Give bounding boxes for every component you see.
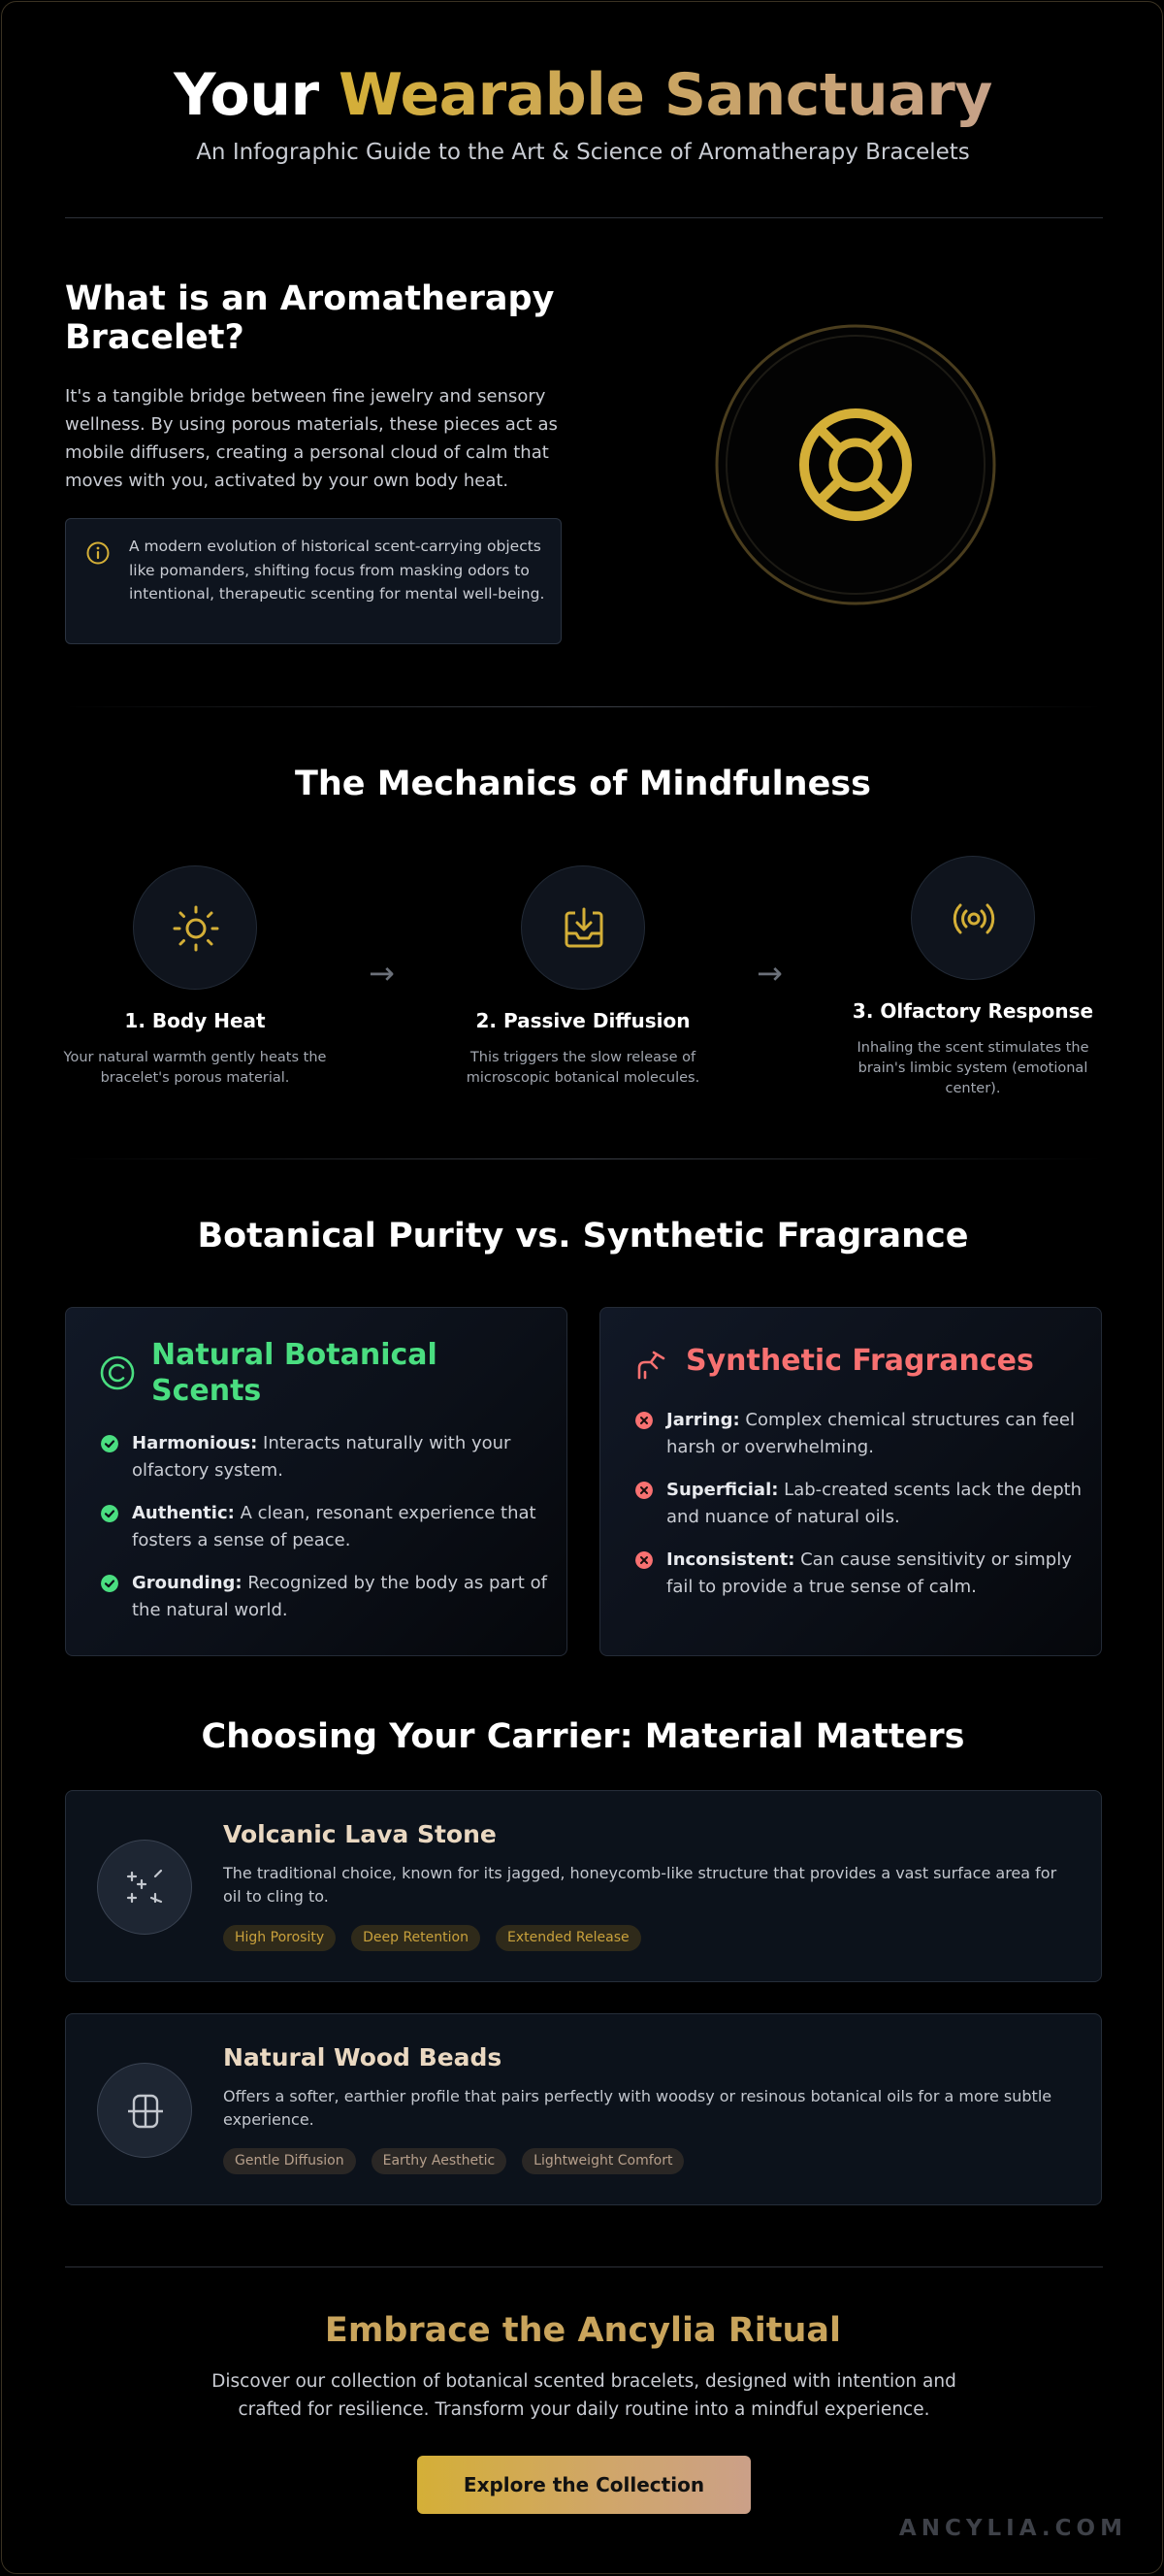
step-desc: This triggers the slow release of microscopic botanical molecules.	[466, 1050, 700, 1086]
material-tags	[223, 2148, 684, 2174]
tag: Deep Retention	[351, 1925, 480, 1951]
page-title	[2, 58, 1163, 132]
explore-collection-button[interactable]: Explore the Collection	[417, 2456, 751, 2514]
mechanics-title: The Mechanics of Mindfulness	[295, 765, 871, 803]
tag: High Porosity	[223, 1925, 336, 1951]
x-circle-icon	[635, 1482, 653, 1499]
material-icon-circle	[97, 2063, 192, 2158]
note-text: A modern evolution of historical scent-carrying objects like pomanders, shifting focus from masking odors to intentional, therapeutic scenting for mental well-being.	[129, 538, 545, 603]
step-title: 3. Olfactory Response	[852, 999, 1094, 1023]
step-olfactory-response	[827, 856, 1118, 1099]
tag: Lightweight Comfort	[522, 2148, 684, 2174]
synthetic-item: Jarring: Complex chemical structures can feel harsh or overwhelming.	[666, 1407, 1098, 1461]
check-icon	[101, 1435, 118, 1452]
synthetic-heading: Synthetic Fragrances	[686, 1344, 1034, 1378]
intro-title: What is an Aromatherapy Bracelet?	[65, 279, 555, 357]
tag: Earthy Aesthetic	[372, 2148, 507, 2174]
site-watermark: ANCYLIA.COM	[898, 2516, 1127, 2541]
step-icon-circle	[133, 865, 257, 990]
material-title: Volcanic Lava Stone	[223, 1820, 497, 1848]
x-circle-icon	[635, 1551, 653, 1569]
natural-item: Authentic: A clean, resonant experience that fosters a sense of peace.	[132, 1500, 564, 1554]
lifebuoy-icon	[714, 323, 997, 606]
check-icon	[101, 1505, 118, 1522]
natural-scents-card	[65, 1307, 567, 1656]
check-icon	[101, 1575, 118, 1592]
synthetic-fragrances-card	[599, 1307, 1102, 1656]
material-icon-circle	[97, 1840, 192, 1935]
step-body-heat	[49, 865, 340, 1089]
material-desc: Offers a softer, earthier profile that pairs perfectly with woodsy or resinous botanical oils for a more subtle experience.	[223, 2087, 1052, 2129]
flask-icon	[633, 1345, 672, 1384]
step-title: 2. Passive Diffusion	[475, 1009, 691, 1032]
natural-heading: Natural Botanical Scents	[151, 1338, 437, 1408]
comparison-title: Botanical Purity vs. Synthetic Fragrance	[197, 1217, 969, 1255]
x-circle-icon	[635, 1412, 653, 1429]
copyright-circle-icon	[99, 1354, 136, 1391]
material-title: Natural Wood Beads	[223, 2043, 502, 2071]
sparkles-icon	[126, 1869, 165, 1908]
material-tags	[223, 1925, 641, 1951]
synthetic-item: Inconsistent: Can cause sensitivity or simply fail to provide a true sense of calm.	[666, 1547, 1098, 1601]
infographic-page	[1, 1, 1163, 2574]
page-subtitle: An Infographic Guide to the Art & Science of Aromatherapy Bracelets	[196, 140, 970, 165]
divider	[65, 706, 1103, 707]
step-title: 1. Body Heat	[124, 1009, 266, 1032]
cta-title: Embrace the Ancylia Ritual	[324, 2311, 842, 2350]
material-card-lava	[65, 1790, 1102, 1982]
materials-title: Choosing Your Carrier: Material Matters	[201, 1717, 965, 1756]
material-card-wood	[65, 2013, 1102, 2205]
sun-icon	[171, 903, 221, 954]
natural-item: Harmonious: Interacts naturally with your olfactory system.	[132, 1430, 564, 1484]
step-desc: Your natural warmth gently heats the bracelet's porous material.	[63, 1050, 327, 1086]
title-plain: Your	[174, 61, 339, 129]
broadcast-icon	[949, 894, 999, 944]
wood-bead-icon	[126, 2092, 165, 2131]
divider	[65, 217, 1103, 218]
cta-text: Discover our collection of botanical scented bracelets, designed with intention and crafted for resilience. Transform your daily routine into a mindful experience.	[211, 2371, 956, 2420]
title-accent: Wearable Sanctuary	[338, 61, 992, 129]
download-tray-icon	[559, 903, 609, 954]
history-note	[65, 518, 562, 644]
synthetic-item: Superficial: Lab-created scents lack the depth and nuance of natural oils.	[666, 1477, 1098, 1531]
arrow-icon: →	[369, 955, 395, 992]
arrow-icon: →	[757, 955, 783, 992]
natural-item: Grounding: Recognized by the body as part of the natural world.	[132, 1570, 564, 1624]
step-passive-diffusion	[437, 865, 728, 1089]
tag: Gentle Diffusion	[223, 2148, 356, 2174]
step-icon-circle	[521, 865, 645, 990]
divider	[65, 2266, 1103, 2267]
divider	[65, 1158, 1103, 1159]
info-icon	[85, 540, 111, 566]
step-icon-circle	[911, 856, 1035, 980]
material-desc: The traditional choice, known for its jagged, honeycomb-like structure that provides a vast surface area for oil to cling to.	[223, 1864, 1057, 1906]
intro-body: It's a tangible bridge between fine jewelry and sensory wellness. By using porous materials, these pieces act as mobile diffusers, creating a personal cloud of calm that moves with you, activated by your own body heat.	[65, 386, 558, 491]
step-desc: Inhaling the scent stimulates the brain's limbic system (emotional center).	[857, 1040, 1089, 1096]
tag: Extended Release	[496, 1925, 641, 1951]
